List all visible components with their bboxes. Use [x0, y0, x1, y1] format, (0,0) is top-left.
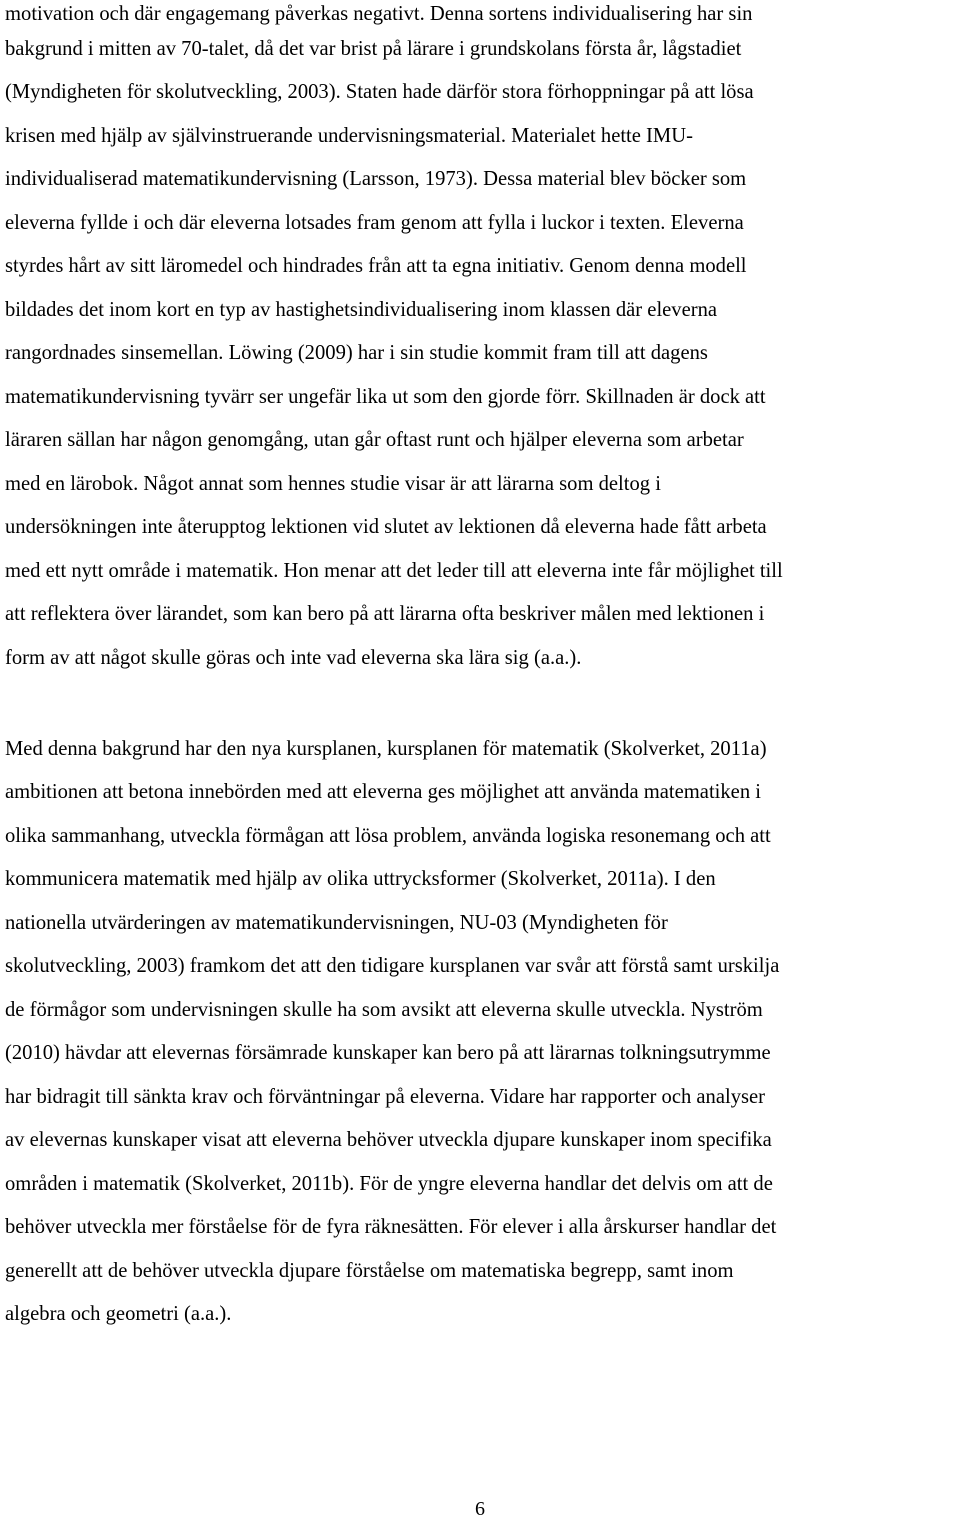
text-line: matematikundervisning tyvärr ser ungefär lika ut som den gjorde förr. Skillnaden är dock att: [5, 386, 766, 408]
text-line: krisen med hjälp av självinstruerande undervisningsmaterial. Materialet hette IMU-: [5, 125, 693, 147]
text-line: skolutveckling, 2003) framkom det att den tidigare kursplanen var svår att förstå samt urskilja: [5, 955, 780, 977]
text-line: motivation och där engagemang påverkas negativt. Denna sortens individualisering har sin: [5, 3, 753, 25]
text-line: med en lärobok. Något annat som hennes studie visar är att lärarna som deltog i: [5, 473, 661, 495]
text-line: olika sammanhang, utveckla förmågan att lösa problem, använda logiska resonemang och att: [5, 825, 771, 847]
text-line: att reflektera över lärandet, som kan bero på att lärarna ofta beskriver målen med lektionen i: [5, 603, 765, 625]
text-line: individualiserad matematikundervisning (Larsson, 1973). Dessa material blev böcker som: [5, 168, 747, 190]
text-line: ambitionen att betona innebörden med att eleverna ges möjlighet att använda matematiken i: [5, 781, 761, 803]
text-line: styrdes hårt av sitt läromedel och hindrades från att ta egna initiativ. Genom denna modell: [5, 255, 747, 277]
text-line: generellt att de behöver utveckla djupare förståelse om matematiska begrepp, samt inom: [5, 1260, 734, 1282]
page-number: 6: [475, 1498, 485, 1520]
text-line: algebra och geometri (a.a.).: [5, 1303, 232, 1325]
text-line: form av att något skulle göras och inte vad eleverna ska lära sig (a.a.).: [5, 647, 582, 669]
text-line: bildades det inom kort en typ av hastighetsindividualisering inom klassen där eleverna: [5, 299, 718, 321]
text-line: (Myndigheten för skolutveckling, 2003). Staten hade därför stora förhoppningar på att lösa: [5, 81, 754, 103]
text-line: bakgrund i mitten av 70-talet, då det var brist på lärare i grundskolans första år, lågstadiet: [5, 38, 742, 60]
text-line: (2010) hävdar att elevernas försämrade kunskaper kan bero på att lärarnas tolkningsutrymme: [5, 1042, 771, 1064]
text-line: av elevernas kunskaper visat att eleverna behöver utveckla djupare kunskaper inom specifika: [5, 1129, 772, 1151]
text-line: med ett nytt område i matematik. Hon menar att det leder till att eleverna inte får möjlighet till: [5, 560, 783, 582]
text-line: områden i matematik (Skolverket, 2011b). För de yngre eleverna handlar det delvis om att de: [5, 1173, 773, 1195]
text-line: undersökningen inte återupptog lektionen vid slutet av lektionen då eleverna hade fått arbeta: [5, 516, 767, 538]
text-line: kommunicera matematik med hjälp av olika uttrycksformer (Skolverket, 2011a). I den: [5, 868, 716, 890]
text-line: eleverna fyllde i och där eleverna lotsades fram genom att fylla i luckor i texten. Eleverna: [5, 212, 744, 234]
text-line: Med denna bakgrund har den nya kursplanen, kursplanen för matematik (Skolverket, 2011a): [5, 738, 767, 760]
text-line: läraren sällan har någon genomgång, utan går oftast runt och hjälper eleverna som arbetar: [5, 429, 744, 451]
text-line: behöver utveckla mer förståelse för de fyra räknesätten. För elever i alla årskurser handlar det: [5, 1216, 777, 1238]
text-line: har bidragit till sänkta krav och förväntningar på eleverna. Vidare har rapporter och analyser: [5, 1086, 766, 1108]
text-line: de förmågor som undervisningen skulle ha som avsikt att eleverna skulle utveckla. Nyström: [5, 999, 763, 1021]
text-line: rangordnades sinsemellan. Löwing (2009) har i sin studie kommit fram till att dagens: [5, 342, 708, 364]
text-line: nationella utvärderingen av matematikundervisningen, NU-03 (Myndigheten för: [5, 912, 668, 934]
